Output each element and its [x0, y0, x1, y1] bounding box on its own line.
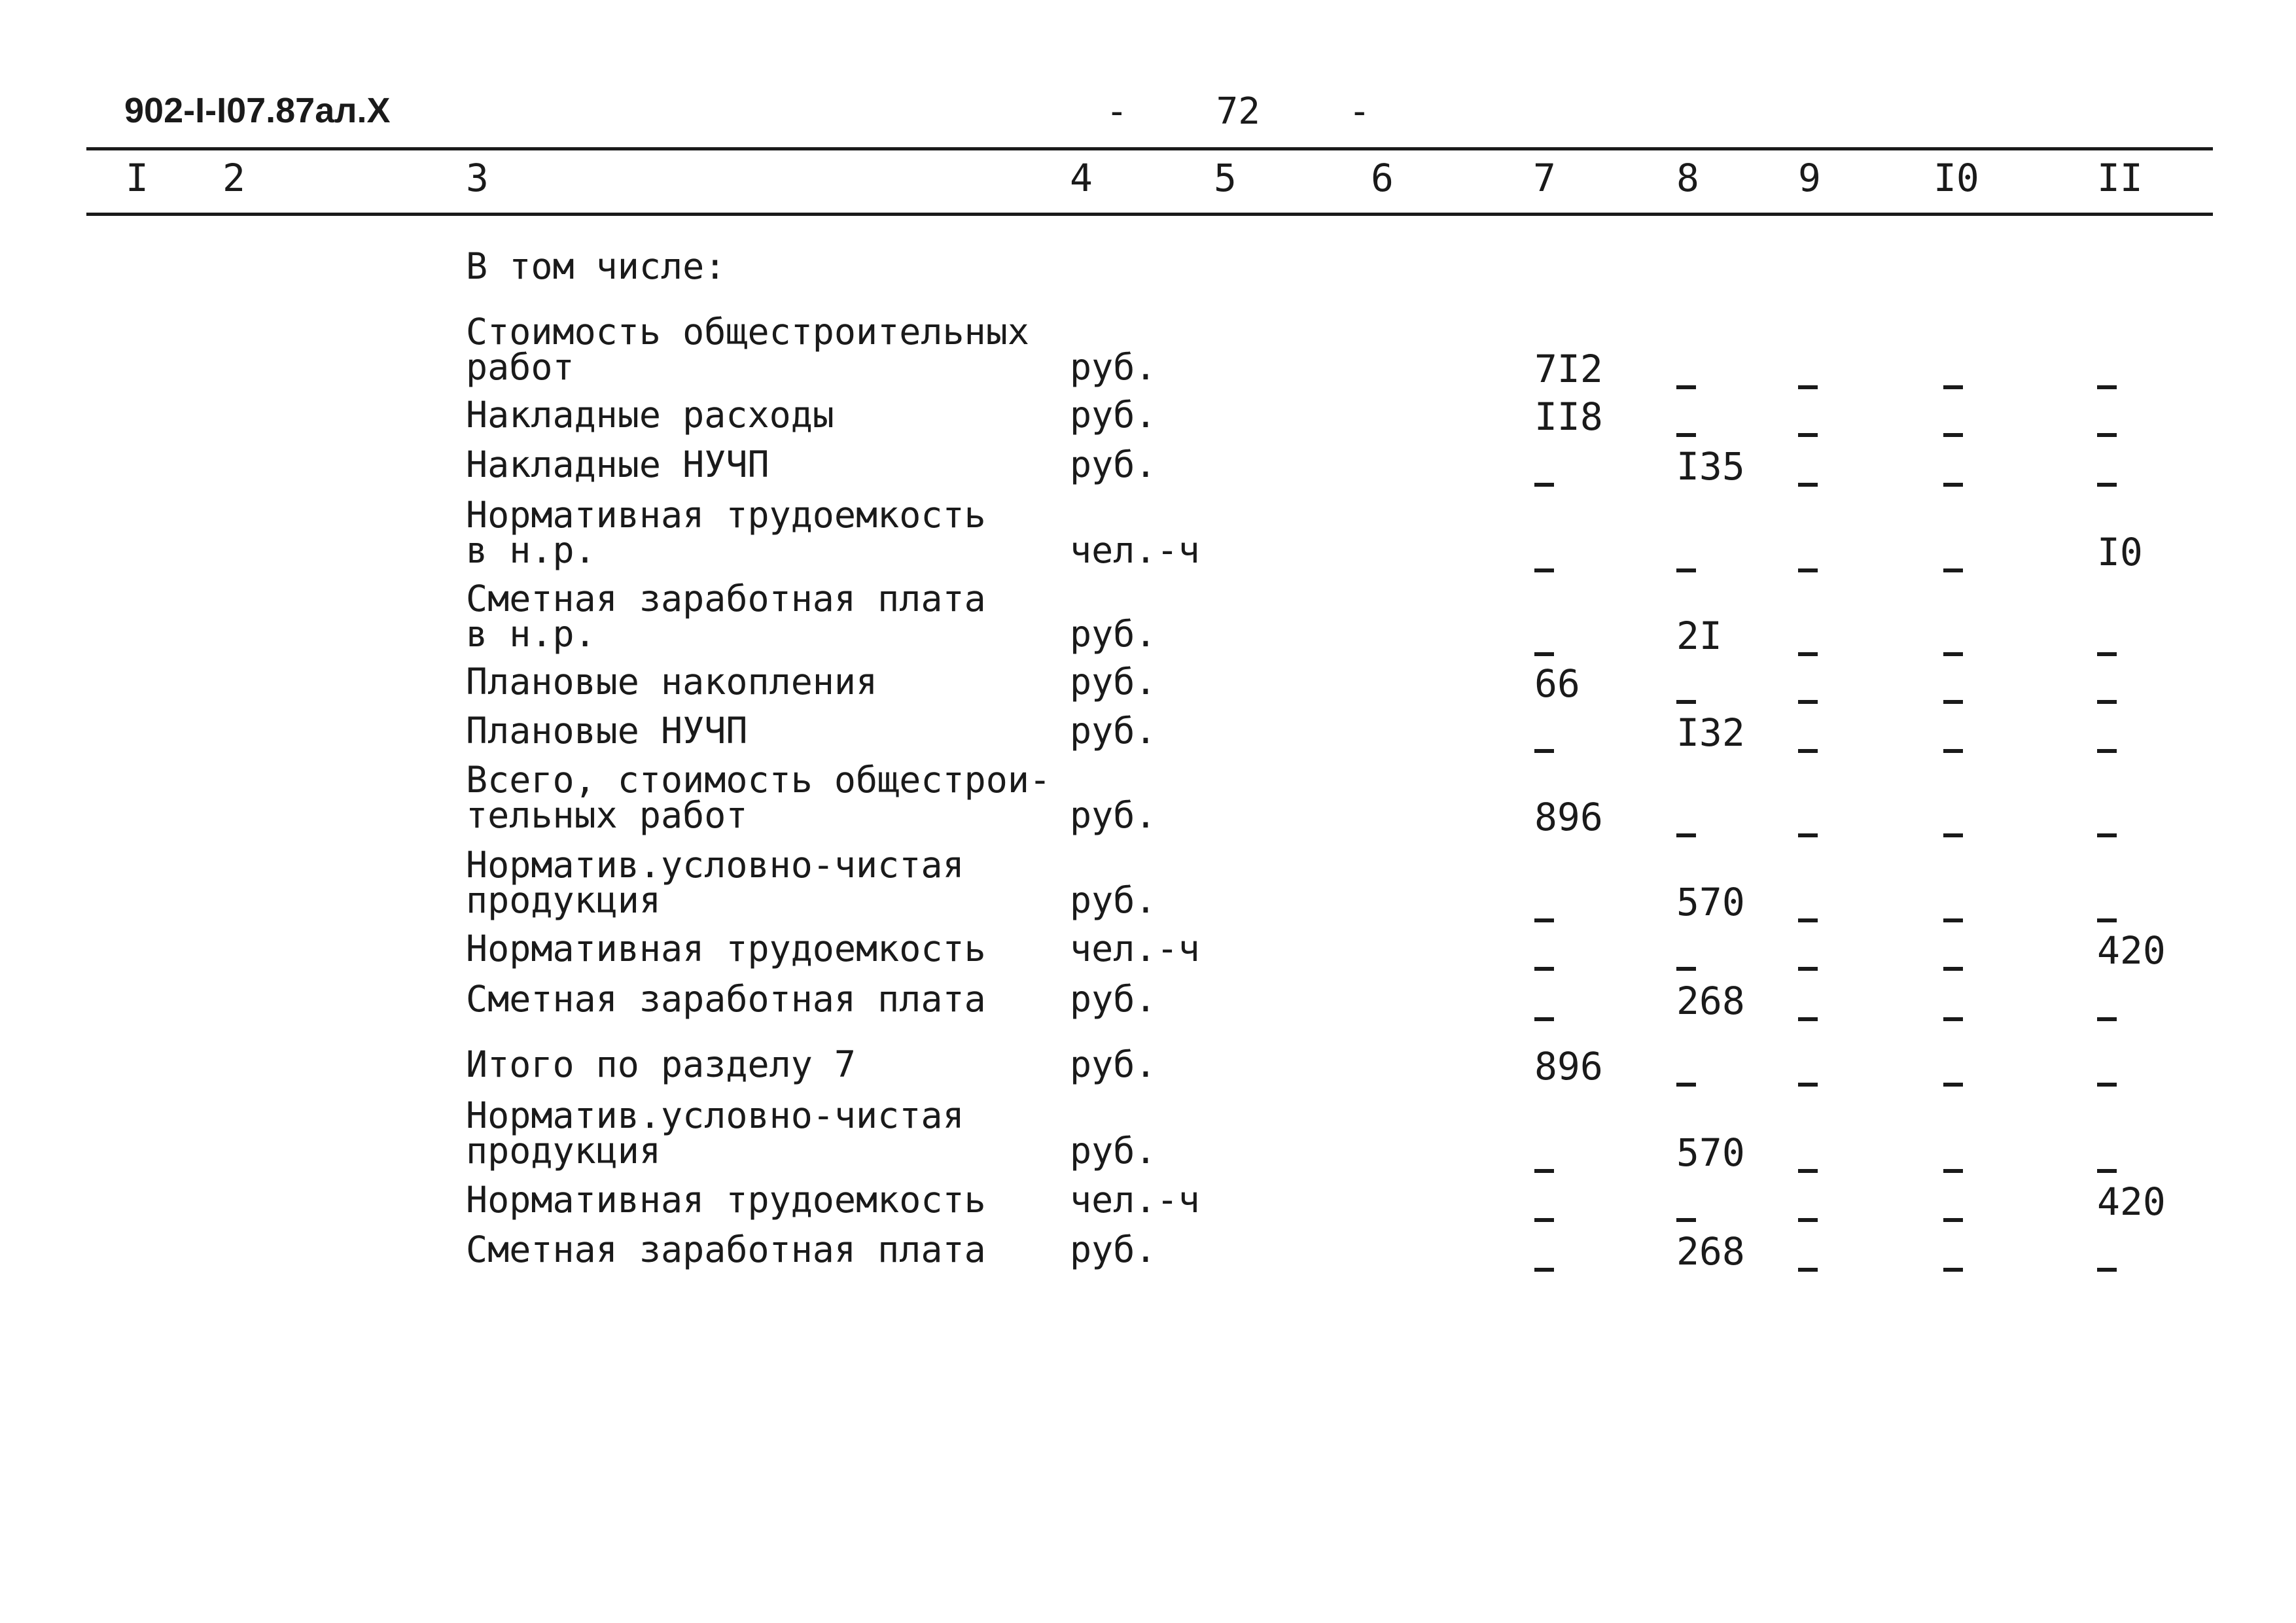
- dash-mark: [1534, 1017, 1554, 1021]
- dash-mark: [1534, 918, 1554, 922]
- value-cell: 896: [1534, 1044, 1603, 1089]
- empty-dash: [1798, 1245, 1818, 1289]
- empty-dash: [1943, 1245, 1963, 1289]
- dash-mark: [1943, 700, 1963, 704]
- dash-mark: [1676, 833, 1696, 837]
- row-label: Норматив.условно-чистая: [466, 844, 964, 886]
- dash-mark: [1534, 1169, 1554, 1173]
- dash-mark: [2097, 833, 2117, 837]
- dash-mark: [1943, 1169, 1963, 1173]
- row-label: работ: [466, 346, 574, 388]
- dash-mark: [1943, 749, 1963, 753]
- dash-mark: [2097, 433, 2117, 437]
- row-label: Плановые НУЧП: [466, 710, 748, 752]
- empty-dash: [1534, 896, 1554, 940]
- dash-mark: [1798, 1017, 1818, 1021]
- empty-dash: [1534, 546, 1554, 590]
- empty-dash: [1798, 1195, 1818, 1240]
- empty-dash: [1676, 811, 1696, 855]
- dash-mark: [1798, 700, 1818, 704]
- dash-mark: [1798, 1218, 1818, 1222]
- empty-dash: [1534, 726, 1554, 771]
- empty-dash: [1943, 1195, 1963, 1240]
- section-intro: В том числе:: [466, 245, 726, 287]
- empty-dash: [1943, 410, 1963, 455]
- dash-mark: [1534, 652, 1554, 656]
- dash-mark: [1676, 433, 1696, 437]
- empty-dash: [2097, 460, 2117, 504]
- empty-dash: [2097, 1060, 2117, 1104]
- empty-dash: [1676, 1060, 1696, 1104]
- empty-dash: [1943, 629, 1963, 674]
- empty-dash: [1943, 460, 1963, 504]
- row-unit: руб.: [1070, 879, 1157, 921]
- dash-mark: [2097, 1017, 2117, 1021]
- column-number-6: 6: [1371, 156, 1394, 200]
- dash-mark: [1676, 1083, 1696, 1087]
- dash-mark: [1534, 568, 1554, 572]
- row-label: Стоимость общестроительных: [466, 311, 1029, 353]
- empty-dash: [1943, 944, 1963, 988]
- dash-mark: [1534, 1218, 1554, 1222]
- dash-mark: [1798, 568, 1818, 572]
- dash-mark: [1534, 749, 1554, 753]
- empty-dash: [1943, 677, 1963, 722]
- row-label: Нормативная трудоемкость: [466, 928, 986, 969]
- value-cell: 268: [1676, 1229, 1745, 1274]
- empty-dash: [1798, 994, 1818, 1039]
- row-label: Плановые накопления: [466, 661, 878, 703]
- dash-mark: [1943, 483, 1963, 487]
- dash-mark: [1798, 1169, 1818, 1173]
- row-unit: руб.: [1070, 1229, 1157, 1270]
- row-label: Накладные НУЧП: [466, 444, 769, 485]
- dash-mark: [1943, 433, 1963, 437]
- empty-dash: [1798, 811, 1818, 855]
- row-unit: чел.-ч: [1070, 1179, 1200, 1221]
- dash-mark: [1534, 483, 1554, 487]
- dash-mark: [1943, 967, 1963, 971]
- empty-dash: [1943, 896, 1963, 940]
- row-label: Нормативная трудоемкость: [466, 1179, 986, 1221]
- column-number-5: 5: [1214, 156, 1237, 200]
- row-label: в н.р.: [466, 529, 596, 571]
- empty-dash: [1943, 811, 1963, 855]
- row-unit: чел.-ч: [1070, 529, 1200, 571]
- empty-dash: [1798, 546, 1818, 590]
- row-unit: руб.: [1070, 794, 1157, 836]
- dash-mark: [2097, 652, 2117, 656]
- empty-dash: [2097, 362, 2117, 407]
- dash-mark: [1943, 833, 1963, 837]
- row-label: Накладные расходы: [466, 394, 834, 436]
- empty-dash: [2097, 811, 2117, 855]
- empty-dash: [1534, 1245, 1554, 1289]
- value-cell: I35: [1676, 444, 1745, 489]
- dash-mark: [1798, 652, 1818, 656]
- row-label: в н.р.: [466, 613, 596, 655]
- empty-dash: [1534, 1195, 1554, 1240]
- empty-dash: [1943, 362, 1963, 407]
- empty-dash: [1798, 629, 1818, 674]
- page-number: - 72 -: [1106, 90, 1371, 133]
- dash-mark: [1534, 967, 1554, 971]
- column-number-2: 2: [222, 156, 245, 200]
- value-cell: 268: [1676, 979, 1745, 1023]
- dash-mark: [1798, 833, 1818, 837]
- dash-mark: [1676, 568, 1696, 572]
- value-cell: 570: [1676, 880, 1745, 924]
- dash-mark: [1798, 385, 1818, 389]
- empty-dash: [1798, 410, 1818, 455]
- row-unit: руб.: [1070, 1043, 1157, 1085]
- row-label: Норматив.условно-чистая: [466, 1094, 964, 1136]
- dash-mark: [1676, 967, 1696, 971]
- header-bottom-rule: [86, 213, 2213, 216]
- dash-mark: [1676, 700, 1696, 704]
- row-unit: руб.: [1070, 346, 1157, 388]
- empty-dash: [2097, 410, 2117, 455]
- row-unit: руб.: [1070, 978, 1157, 1020]
- column-number-3: 3: [466, 156, 489, 200]
- column-number-1: I: [126, 156, 149, 200]
- row-label: Сметная заработная плата: [466, 1229, 986, 1270]
- empty-dash: [1798, 726, 1818, 771]
- row-label: Всего, стоимость общестрои-: [466, 759, 1051, 801]
- empty-dash: [1943, 994, 1963, 1039]
- value-cell: 420: [2097, 1179, 2166, 1224]
- column-number-8: 8: [1676, 156, 1699, 200]
- row-label: Сметная заработная плата: [466, 978, 986, 1020]
- value-cell: I32: [1676, 710, 1745, 755]
- dash-mark: [1798, 433, 1818, 437]
- dash-mark: [2097, 918, 2117, 922]
- value-cell: 2I: [1676, 614, 1722, 658]
- dash-mark: [1943, 385, 1963, 389]
- dash-mark: [1798, 749, 1818, 753]
- row-label: Сметная заработная плата: [466, 578, 986, 620]
- value-cell: 420: [2097, 928, 2166, 973]
- document-code: 902-I-I07.87ал.X: [124, 91, 391, 130]
- empty-dash: [1534, 994, 1554, 1039]
- column-number-4: 4: [1070, 156, 1093, 200]
- row-label: Итого по разделу 7: [466, 1043, 857, 1085]
- dash-mark: [1798, 483, 1818, 487]
- dash-mark: [1798, 967, 1818, 971]
- column-number-10: I0: [1934, 156, 1979, 200]
- dash-mark: [2097, 1169, 2117, 1173]
- dash-mark: [1676, 385, 1696, 389]
- empty-dash: [2097, 629, 2117, 674]
- row-label: продукция: [466, 1130, 662, 1172]
- empty-dash: [1798, 677, 1818, 722]
- dash-mark: [2097, 385, 2117, 389]
- dash-mark: [1798, 1083, 1818, 1087]
- header-top-rule: [86, 147, 2213, 150]
- empty-dash: [1798, 1146, 1818, 1191]
- column-number-9: 9: [1798, 156, 1821, 200]
- dash-mark: [2097, 700, 2117, 704]
- dash-mark: [1943, 1017, 1963, 1021]
- empty-dash: [1676, 546, 1696, 590]
- dash-mark: [1943, 652, 1963, 656]
- dash-mark: [1534, 1268, 1554, 1272]
- empty-dash: [1798, 944, 1818, 988]
- empty-dash: [2097, 994, 2117, 1039]
- value-cell: 896: [1534, 795, 1603, 839]
- empty-dash: [1943, 1146, 1963, 1191]
- row-unit: руб.: [1070, 444, 1157, 485]
- dash-mark: [2097, 483, 2117, 487]
- dash-mark: [1798, 1268, 1818, 1272]
- dash-mark: [1943, 568, 1963, 572]
- dash-mark: [1943, 1218, 1963, 1222]
- row-unit: чел.-ч: [1070, 928, 1200, 969]
- empty-dash: [1798, 460, 1818, 504]
- dash-mark: [2097, 749, 2117, 753]
- column-number-7: 7: [1533, 156, 1556, 200]
- dash-mark: [1676, 1218, 1696, 1222]
- empty-dash: [1534, 460, 1554, 504]
- empty-dash: [1534, 944, 1554, 988]
- row-label: продукция: [466, 879, 662, 921]
- empty-dash: [1943, 546, 1963, 590]
- row-unit: руб.: [1070, 1130, 1157, 1172]
- row-label: Нормативная трудоемкость: [466, 494, 986, 536]
- row-label: тельных работ: [466, 794, 748, 836]
- empty-dash: [1676, 362, 1696, 407]
- column-number-11: II: [2097, 156, 2143, 200]
- value-cell: I0: [2097, 530, 2143, 574]
- empty-dash: [2097, 726, 2117, 771]
- empty-dash: [1943, 726, 1963, 771]
- value-cell: 66: [1534, 661, 1580, 706]
- row-unit: руб.: [1070, 394, 1157, 436]
- dash-mark: [1943, 1268, 1963, 1272]
- dash-mark: [2097, 1268, 2117, 1272]
- empty-dash: [1943, 1060, 1963, 1104]
- dash-mark: [1943, 918, 1963, 922]
- empty-dash: [1798, 362, 1818, 407]
- row-unit: руб.: [1070, 661, 1157, 703]
- dash-mark: [1798, 918, 1818, 922]
- value-cell: 7I2: [1534, 347, 1603, 391]
- value-cell: II8: [1534, 394, 1603, 439]
- empty-dash: [1798, 896, 1818, 940]
- dash-mark: [2097, 1083, 2117, 1087]
- row-unit: руб.: [1070, 710, 1157, 752]
- empty-dash: [2097, 677, 2117, 722]
- value-cell: 570: [1676, 1130, 1745, 1175]
- empty-dash: [2097, 1245, 2117, 1289]
- dash-mark: [1943, 1083, 1963, 1087]
- empty-dash: [1798, 1060, 1818, 1104]
- row-unit: руб.: [1070, 613, 1157, 655]
- empty-dash: [1534, 1146, 1554, 1191]
